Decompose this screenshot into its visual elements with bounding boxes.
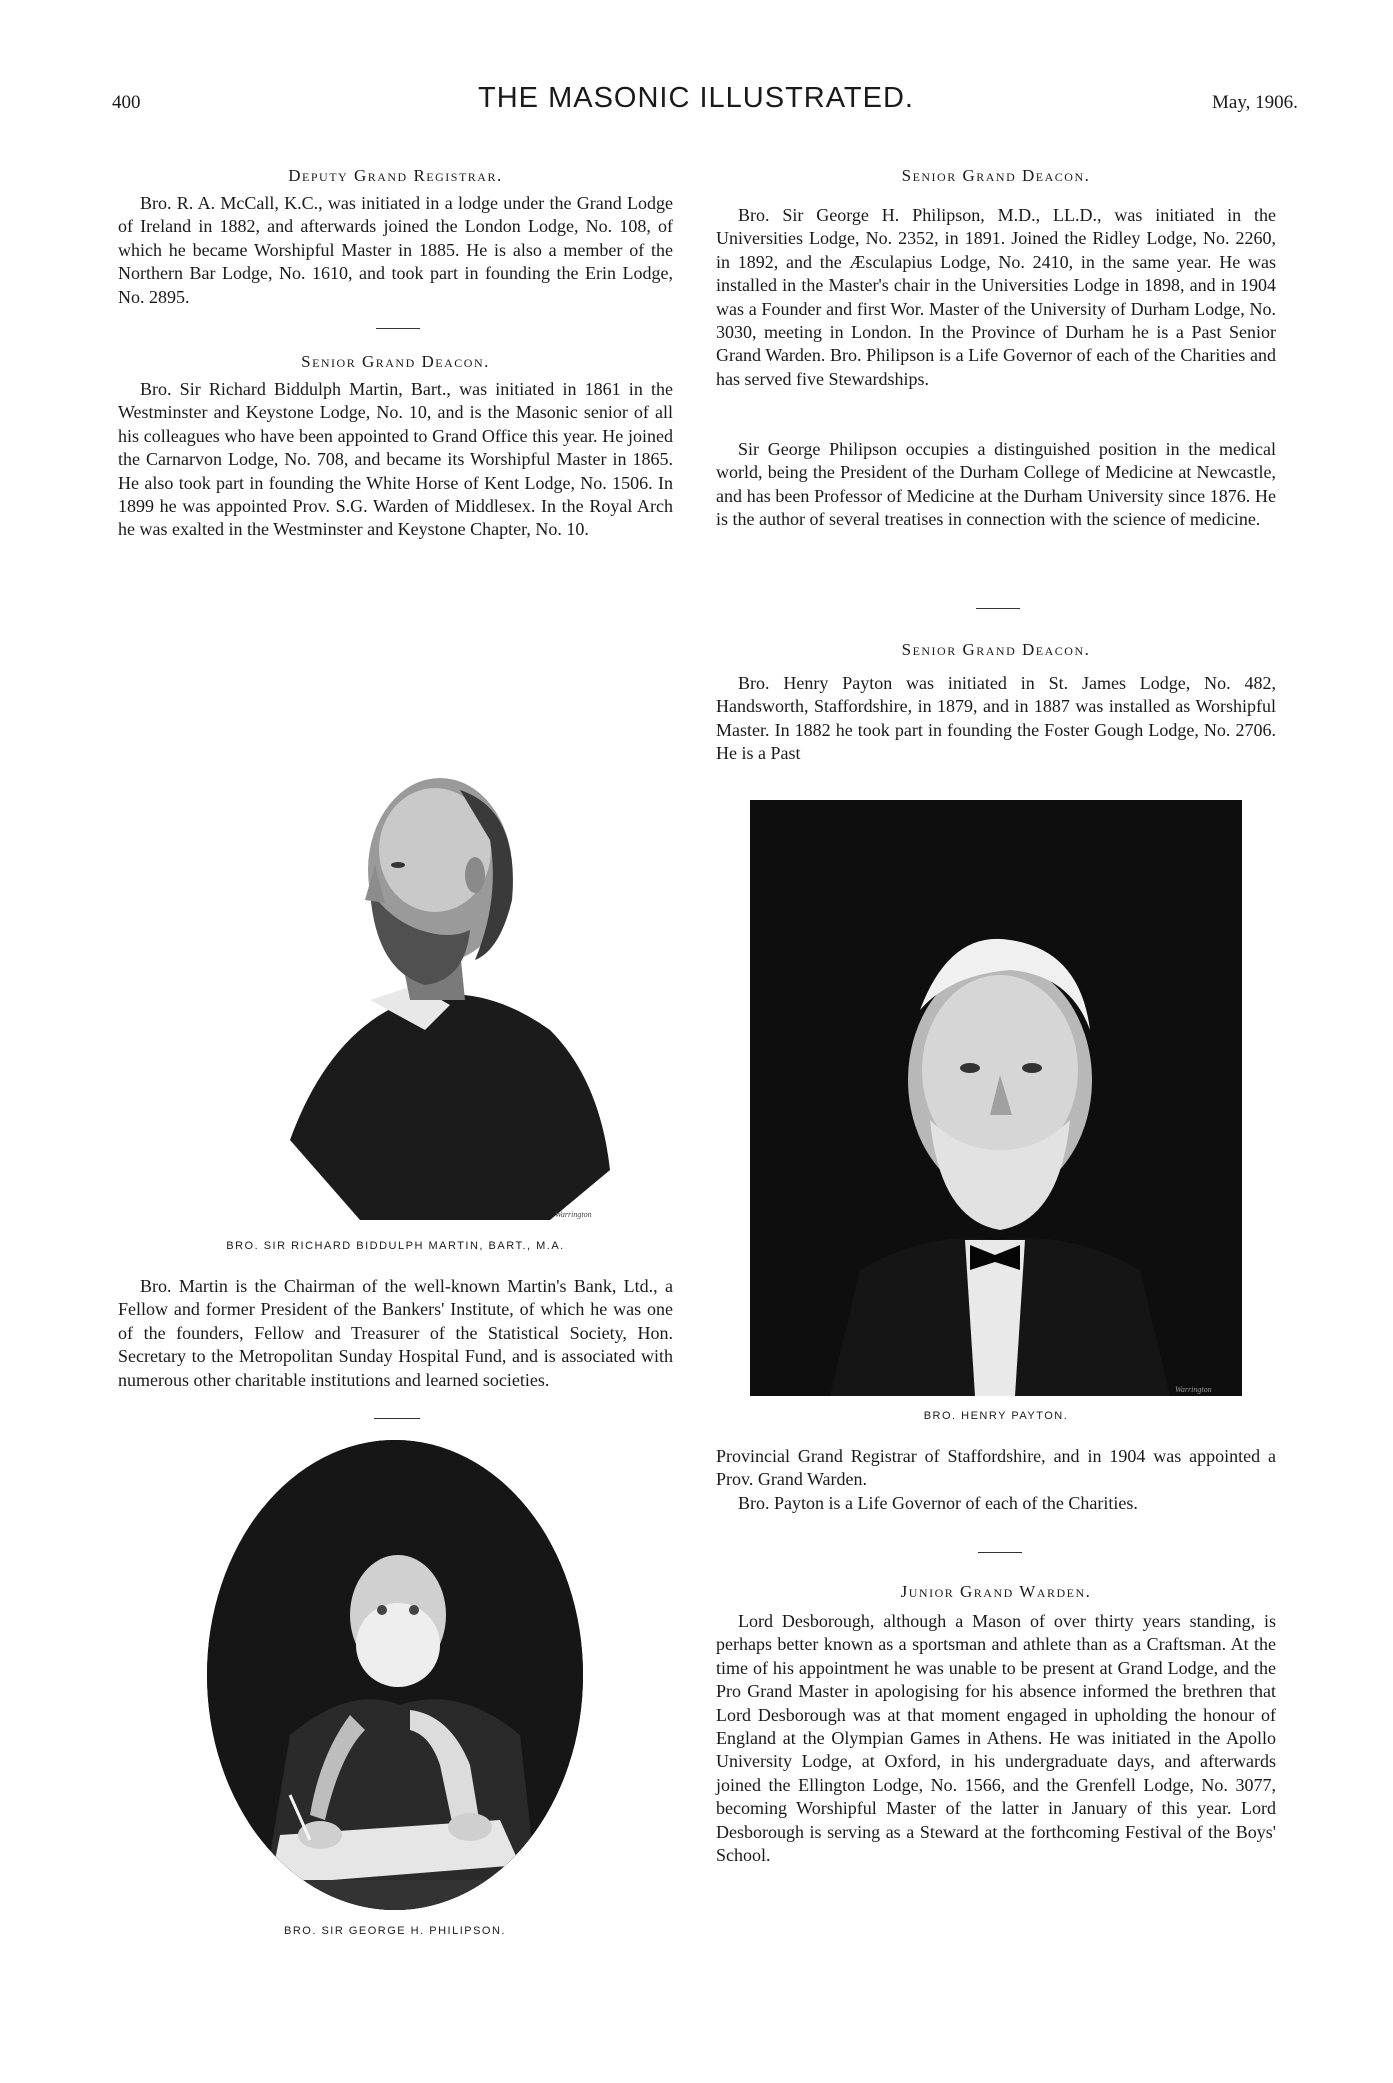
payton-heading: Senior Grand Deacon. — [901, 640, 1091, 659]
martin-bio-paragraph: Bro. Martin is the Chairman of the well-known Martin's Bank, Ltd., a Fellow and former President of the Bankers' Institute, of which he was one of the founders, Fellow and Treasurer of the Statistical Society, Hon. Secretary to the Metropolitan Sunday Hospital Fund, and is associated with numerous other charitable institutions and learned societies. — [118, 1276, 673, 1390]
payton-photo-credit: Warrington — [1175, 1385, 1212, 1394]
mccall-paragraph: Bro. R. A. McCall, K.C., was initiated in a lodge under the Grand Lodge of Ireland in 1882, and afterwards joined the London Lodge, No. 108, of which he became Worshipful Master in 1885. He is also a member of the Northern Bar Lodge, No. 1610, and took part in founding the Erin Lodge, No. 2895. — [118, 193, 673, 307]
payton-paragraph-1: Bro. Henry Payton was initiated in St. James Lodge, No. 482, Handsworth, Staffordshire, in 1879, and in 1887 was installed as Worshipful Master. In 1882 he took part in founding the Foster Gough Lodge, No. 2706. He is a Past — [716, 673, 1276, 764]
divider — [374, 1418, 420, 1419]
philipson-paragraph-1: Bro. Sir George H. Philipson, M.D., LL.D., was initiated in the Universities Lodge, No. 2352, in 1891. Joined the Ridley Lodge, No. 2260, in 1892, and the Æsculapius Lodge, No. 2410, in the same year. He was installed in the Master's chair in the Universities Lodge in 1898, and in 1904 was a Founder and first Wor. Master of the University of Durham Lodge, No. 3030, meeting in London. In the Province of Durham he is a Past Senior Grand Warden. Bro. Philipson is a Life Governor of each of the Charities and has served five Stewardships. — [716, 205, 1276, 389]
martin-heading: Senior Grand Deacon. — [301, 352, 490, 371]
payton-portrait — [750, 800, 1242, 1396]
philipson-caption: BRO. SIR GEORGE H. PHILIPSON. — [284, 1925, 506, 1937]
philipson-paragraph-2: Sir George Philipson occupies a distinguished position in the medical world, being the President of the Durham College of Medicine at Newcastle, and has been Professor of Medicine at the Durham University since 1876. He is the author of several treatises in connection with the science of medicine. — [716, 439, 1276, 530]
desborough-paragraph: Lord Desborough, although a Mason of over thirty years standing, is perhaps better known as a sportsman and athlete than as a Craftsman. At the time of his appointment he was unable to be present at Grand Lodge, and the Pro Grand Master in apologising for his absence informed the brethren that Lord Desborough was at that moment engaged in upholding the honour of England at the Olympian Games in Athens. He was initiated in the Apollo University Lodge, at Oxford, in his undergraduate days, and afterwards joined the Ellington Lodge, No. 1566, and the Grenfell Lodge, No. 3077, becoming Worshipful Master of the latter in January of this year. Lord Desborough is serving as a Steward at the forthcoming Festival of the Boys' School. — [716, 1611, 1276, 1866]
payton-caption: BRO. HENRY PAYTON. — [923, 1410, 1069, 1422]
divider — [978, 1552, 1022, 1553]
masthead-title: THE MASONIC ILLUSTRATED. — [478, 82, 914, 114]
martin-photo-credit: Warrington — [555, 1210, 592, 1219]
deputy-registrar-heading: Deputy Grand Registrar. — [288, 166, 503, 185]
martin-caption: BRO. SIR RICHARD BIDDULPH MARTIN, BART., M.A. — [226, 1240, 565, 1252]
page-number: 400 — [112, 92, 141, 113]
divider — [976, 608, 1020, 609]
philipson-heading: Senior Grand Deacon. — [901, 166, 1091, 185]
martin-paragraph: Bro. Sir Richard Biddulph Martin, Bart., was initiated in 1861 in the Westminster and Keystone Lodge, No. 10, and is the Masonic senior of all his colleagues who have been appointed to Grand Office this year. He joined the Carnarvon Lodge, No. 708, and became its Worshipful Master in 1865. He also took part in founding the White Horse of Kent Lodge, No. 1506. In 1899 he was appointed Prov. S.G. Warden of Middlesex. In the Royal Arch he was exalted in the Westminster and Keystone Chapter, No. 10. — [118, 379, 673, 540]
payton-paragraph-2: Provincial Grand Registrar of Staffordshire, and in 1904 was appointed a Prov. Grand Warden. — [716, 1446, 1276, 1490]
divider — [376, 328, 420, 329]
issue-date: May, 1906. — [1212, 92, 1298, 113]
payton-paragraph-3: Bro. Payton is a Life Governor of each of the Charities. — [738, 1493, 1138, 1513]
philipson-portrait — [200, 1435, 590, 1915]
martin-portrait — [250, 700, 620, 1220]
desborough-heading: Junior Grand Warden. — [900, 1582, 1092, 1601]
